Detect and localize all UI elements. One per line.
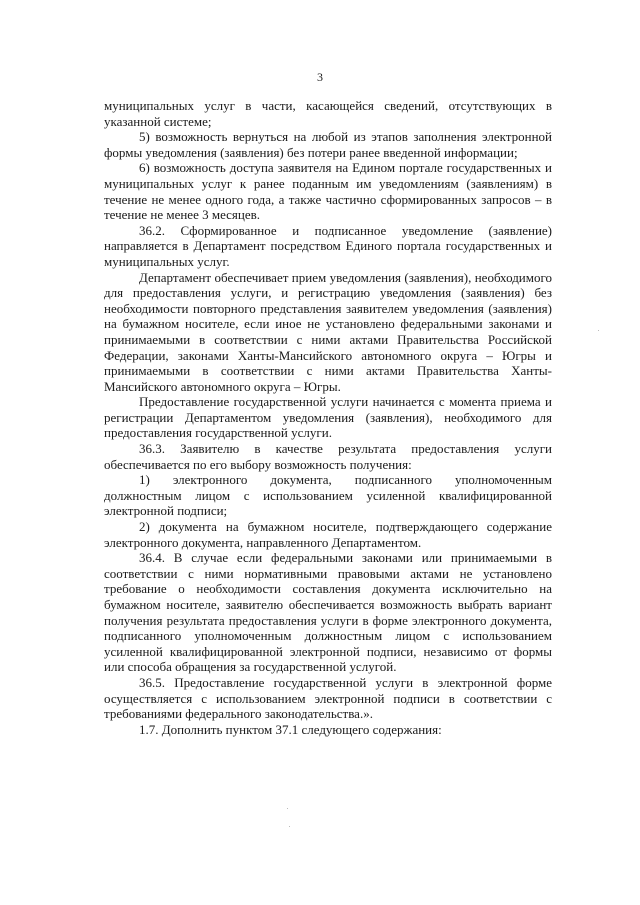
paragraph-item-5: 5) возможность вернуться на любой из этапов заполнения электронной формы уведомления (заявления) без потери ранее введенной информации; xyxy=(104,129,552,160)
paragraph-36-2: 36.2. Сформированное и подписанное уведомление (заявление) направляется в Департамент посредством Единого портала государственных и муниципальных услуг. xyxy=(104,222,552,269)
document-body xyxy=(104,98,552,737)
paragraph-1-7: 1.7. Дополнить пунктом 37.1 следующего содержания: xyxy=(139,721,442,737)
scan-speck xyxy=(287,808,288,809)
paragraph-department-acceptance: Департамент обеспечивает прием уведомления (заявления), необходимого для предоставления услуги, и регистрацию уведомления (заявления) без необходимости повторного представления заявителем уведомления (заявления) на бумажном носителе, если иное не установлено федеральными законами и принимаемыми в соответствии с ними актами Правительства Российской Федерации, законами Ханты-Мансийского автономного округа – Югры и принимаемыми в соответствии с ними актами Правительства Ханты-Мансийского автономного округа – Югры. xyxy=(104,269,552,394)
paragraph-service-start: Предоставление государственной услуги начинается с момента приема и регистрации Департаментом уведомления (заявления), необходимого для предоставления государственной услуги. xyxy=(104,394,552,441)
paragraph-result-item-1: 1) электронного документа, подписанного уполномоченным должностным лицом с использованием усиленной квалифицированной электронной подписи; xyxy=(104,472,552,519)
paragraph-36-3: 36.3. Заявителю в качестве результата предоставления услуги обеспечивается по его выбору возможность получения: xyxy=(104,441,552,472)
scan-speck xyxy=(289,826,290,827)
paragraph-result-item-2: 2) документа на бумажном носителе, подтверждающего содержание электронного документа, направленного Департаментом. xyxy=(104,519,552,550)
scan-speck xyxy=(598,330,599,331)
paragraph-continuation: муниципальных услуг в части, касающейся сведений, отсутствующих в указанной системе; xyxy=(104,98,552,129)
paragraph-36-4: 36.4. В случае если федеральными законами или принимаемыми в соответствии с ними нормативными правовыми актами не установлено требование о необходимости составления документа исключительно на бумажном носителе, заявителю обеспечивается возможность выбрать вариант получения результата предоставления услуги в форме электронного документа, подписанного уполномоченным должностным лицом с использованием усиленной квалифицированной электронной подписи, независимо от формы или способа обращения за государственной услугой. xyxy=(104,550,552,675)
page-number: 3 xyxy=(317,70,323,84)
paragraph-item-6: 6) возможность доступа заявителя на Едином портале государственных и муниципальных услуг к ранее поданным им уведомлениям (заявлениям) в течение не менее одного года, а также частично сформированных запросов – в течение не менее 3 месяцев. xyxy=(104,160,552,223)
paragraph-36-5: 36.5. Предоставление государственной услуги в электронной форме осуществляется с использованием электронной подписи в соответствии с требованиями федерального законодательства.». xyxy=(104,674,552,722)
